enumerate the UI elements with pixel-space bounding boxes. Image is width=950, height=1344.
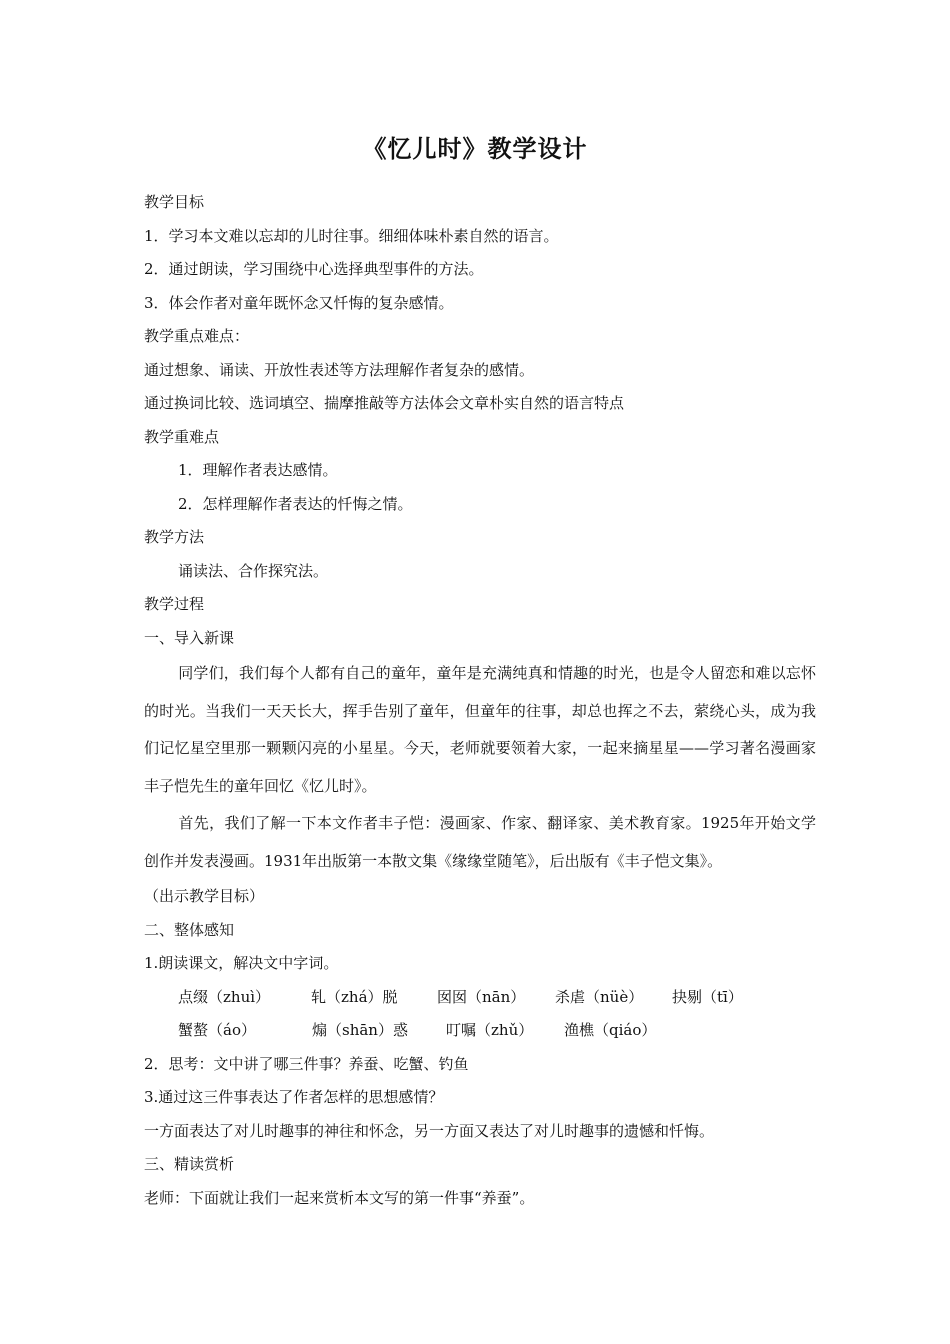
difficulty-item: 1．理解作者表达感情。 bbox=[178, 461, 338, 479]
vocab-item: 叮嘱（zhǔ） bbox=[446, 1021, 534, 1039]
vocab-item: 轧（zhá）脱 bbox=[311, 987, 398, 1006]
feeling-task: 3.通过这三件事表达了作者怎样的思想感情？ bbox=[144, 1088, 444, 1106]
vocab-item: 抉剔（tī） bbox=[672, 987, 743, 1006]
process-heading: 教学过程 bbox=[144, 595, 205, 613]
feeling-answer: 一方面表达了对儿时趣事的神往和怀念，另一方面又表达了对儿时趣事的遗憾和忏悔。 bbox=[144, 1121, 715, 1140]
vocab-item: 煽（shān）惑 bbox=[312, 1021, 408, 1039]
document-title: 《忆儿时》教学设计 bbox=[362, 135, 588, 163]
teacher-line: 老师：下面就让我们一起来赏析本文写的第一件事“养蚕”。 bbox=[144, 1188, 535, 1207]
goal-item: 2．通过朗读，学习围绕中心选择典型事件的方法。 bbox=[144, 260, 484, 278]
vocab-item: 点缀（zhuì） bbox=[178, 987, 271, 1006]
keypoint-item: 通过换词比较、选词填空、揣摩推敲等方法体会文章朴实自然的语言特点 bbox=[144, 394, 625, 412]
intro-paragraph bbox=[144, 655, 816, 805]
read-task: 1.朗读课文，解决文中字词。 bbox=[144, 954, 339, 972]
vocab-item: 杀虐（nüè） bbox=[555, 987, 644, 1006]
keypoints-heading: 教学重点难点： bbox=[144, 327, 250, 345]
vocab-row bbox=[144, 1014, 816, 1048]
keypoint-item: 通过想象、诵读、开放性表述等方法理解作者复杂的感情。 bbox=[144, 360, 535, 379]
vocab-item: 渔樵（qiáo） bbox=[564, 1021, 657, 1039]
author-paragraph bbox=[144, 805, 816, 880]
section2-heading: 二、整体感知 bbox=[144, 920, 235, 939]
author-paragraph-text: 首先，我们了解一下本文作者丰子恺：漫画家、作家、翻译家、美术教育家。1925年开始文学创作并发表漫画。1931年出版第一本散文集《缘缘堂随笔》，后出版有《丰子恺文集》。 bbox=[144, 814, 816, 870]
think-task: 2．思考：文中讲了哪三件事？养蚕、吃蟹、钓鱼 bbox=[144, 1054, 469, 1073]
vocab-item: 囡囡（nān） bbox=[437, 987, 526, 1006]
vocab-row bbox=[144, 981, 816, 1015]
intro-paragraph-text: 同学们，我们每个人都有自己的童年，童年是充满纯真和情趣的时光，也是令人留恋和难以忘怀的时光。当我们一天天长大，挥手告别了童年，但童年的往事，却总也挥之不去，萦绕心头，成为我们记忆星空里那一颗颗闪亮的小星星。今天，老师就要领着大家，一起来摘星星——学习著名漫画家丰子恺先生的童年回忆《忆儿时》。 bbox=[144, 664, 816, 795]
section1-heading: 一、导入新课 bbox=[144, 628, 235, 647]
method-text: 诵读法、合作探究法。 bbox=[178, 561, 329, 580]
method-heading: 教学方法 bbox=[144, 528, 205, 546]
vocab-item: 蟹螯（áo） bbox=[178, 1021, 256, 1039]
goals-heading: 教学目标 bbox=[144, 193, 205, 211]
goal-item: 3．体会作者对童年既怀念又忏悔的复杂感情。 bbox=[144, 293, 454, 312]
difficulty-item: 2．怎样理解作者表达的忏悔之情。 bbox=[178, 494, 413, 513]
goal-item: 1．学习本文难以忘却的儿时往事。细细体味朴素自然的语言。 bbox=[144, 226, 559, 245]
difficulty-heading: 教学重难点 bbox=[144, 427, 220, 446]
document-body bbox=[144, 186, 816, 1215]
show-goals-note: （出示教学目标） bbox=[144, 887, 265, 905]
section3-heading: 三、精读赏析 bbox=[144, 1155, 235, 1173]
